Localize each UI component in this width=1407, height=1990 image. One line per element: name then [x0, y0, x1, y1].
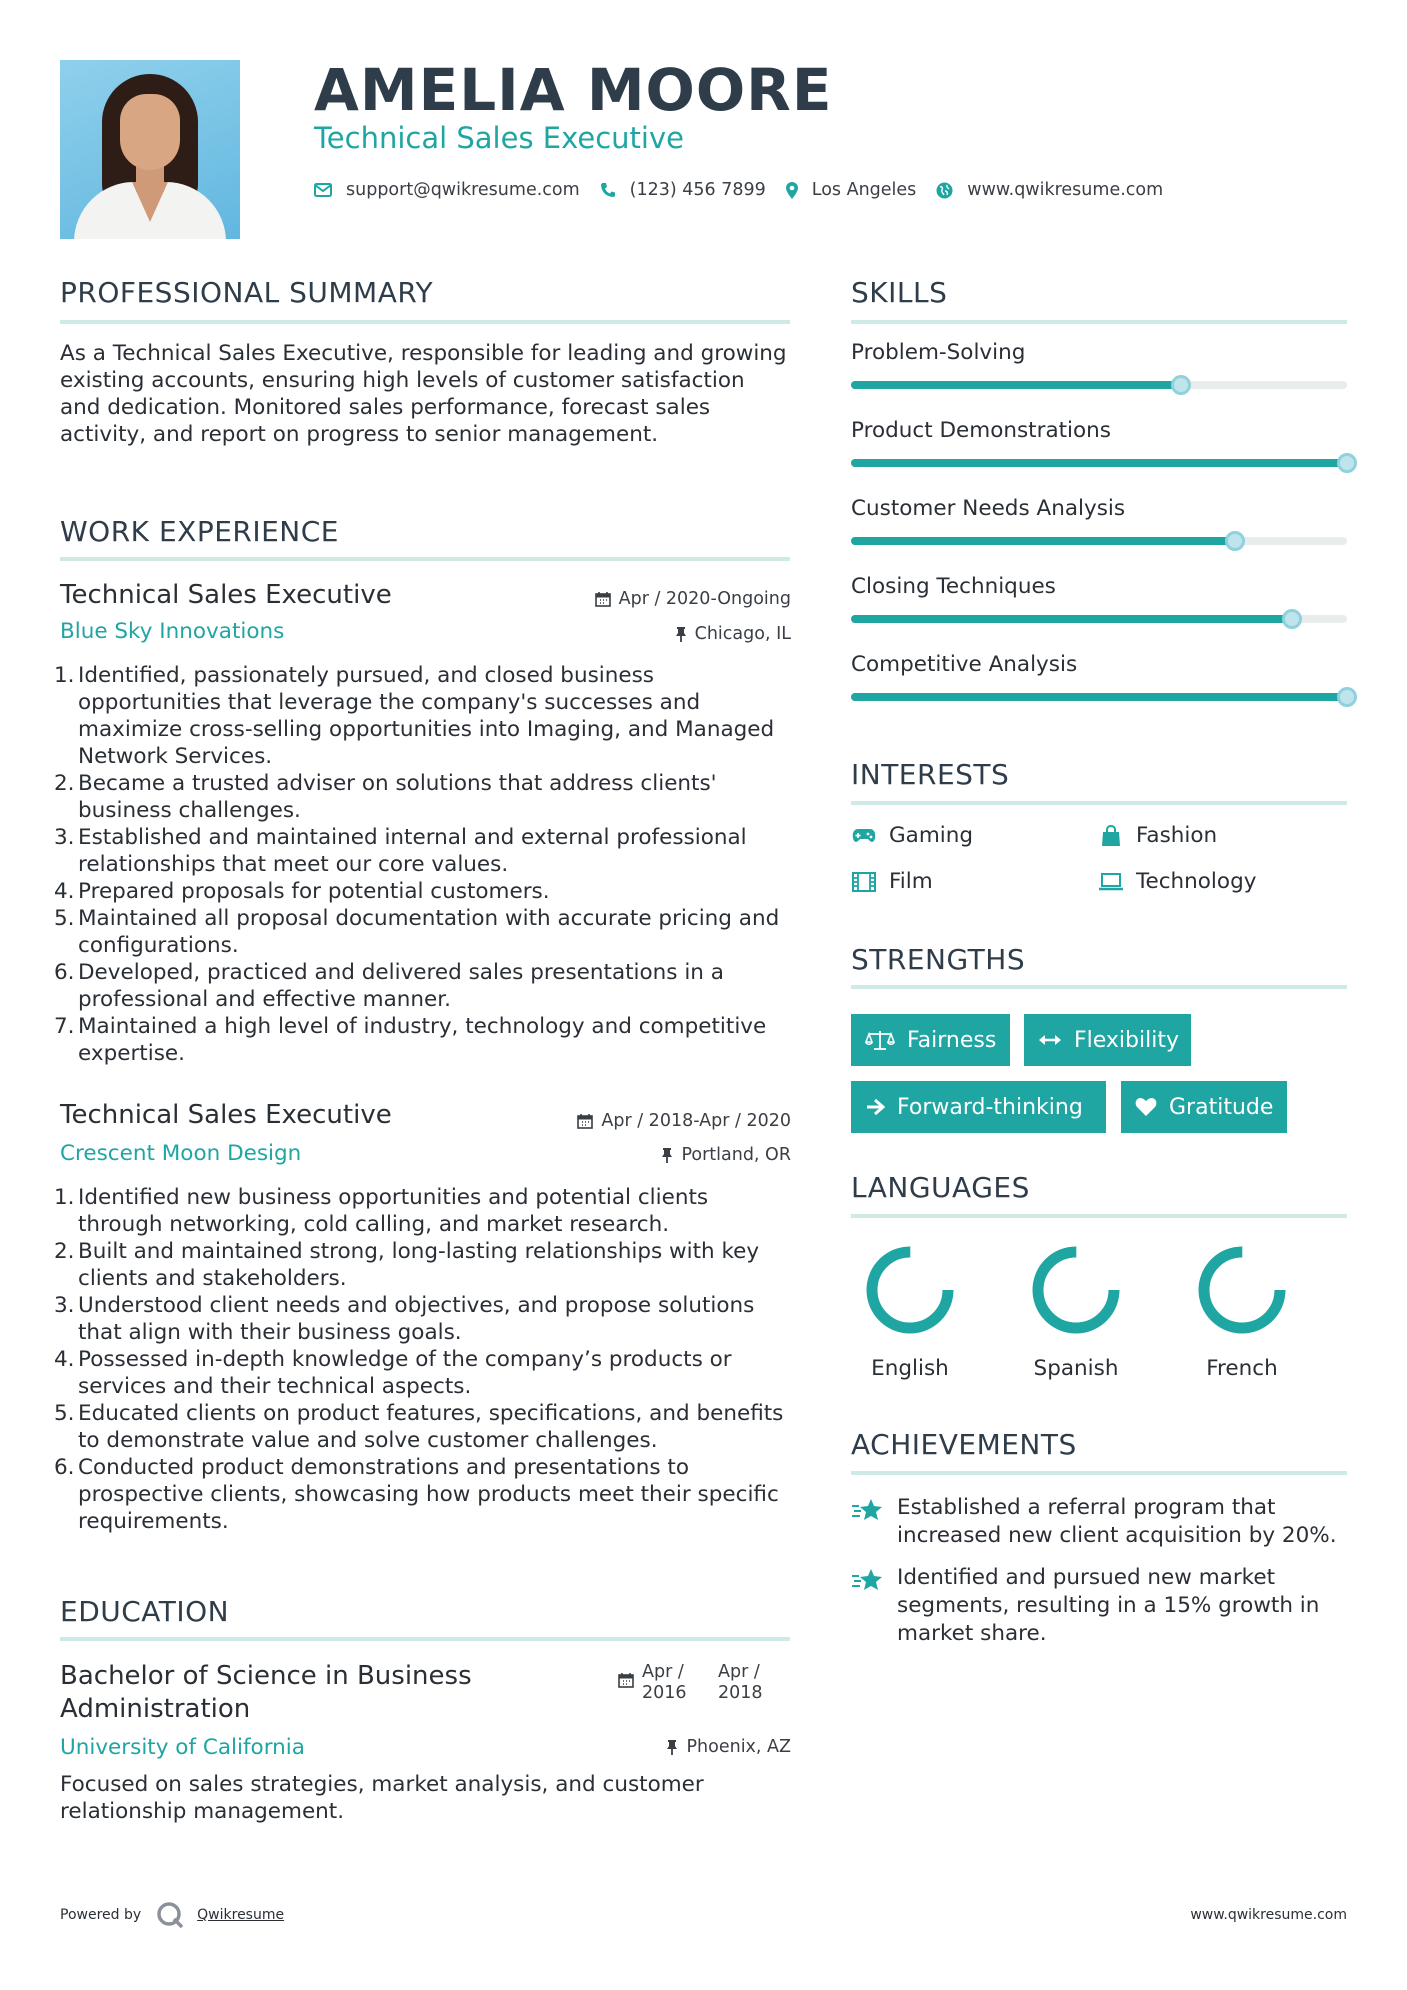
- job-1-location-text: Chicago, IL: [694, 624, 791, 644]
- language-item: [840, 1240, 980, 1381]
- list-item: 4. Possessed in-depth knowledge of the company’s products or services and their technical aspects.: [54, 1347, 732, 1399]
- list-item: 1. Identified, passionately pursued, and closed business opportunities that leverage the company's successes and maximize cross-selling opportunities into Imaging, and Managed Network Services.: [54, 663, 775, 769]
- phone-icon: [600, 182, 616, 198]
- skill-label: Closing Techniques: [851, 574, 1056, 599]
- contact-location: [786, 180, 917, 200]
- website-text: www.qwikresume.com: [967, 180, 1164, 200]
- education-dates: [618, 1662, 780, 1704]
- skill-track: [851, 381, 1347, 389]
- arrows-horizontal-icon: [1038, 1033, 1062, 1047]
- education-school: University of California: [60, 1735, 305, 1760]
- languages-rule: [851, 1214, 1347, 1218]
- summary-rule: [60, 320, 790, 324]
- calendar-icon: [618, 1672, 634, 1688]
- skill-label: Product Demonstrations: [851, 418, 1112, 443]
- job-2-dates-text: Apr / 2018-Apr / 2020: [601, 1111, 791, 1131]
- skill-fill: [851, 615, 1292, 623]
- pushpin-icon: [666, 1739, 678, 1756]
- balance-scale-icon: [865, 1029, 895, 1051]
- envelope-icon: [314, 183, 332, 197]
- skills-rule: [851, 320, 1347, 324]
- skill-knob: [1225, 531, 1245, 551]
- qwikresume-logo-icon: [155, 1900, 185, 1930]
- pushpin-icon: [675, 626, 687, 643]
- skill-row: [851, 340, 1347, 389]
- skill-track: [851, 537, 1347, 545]
- achievements-heading: ACHIEVEMENTS: [851, 1428, 1077, 1461]
- location-text: Los Angeles: [811, 180, 917, 200]
- strengths-rule: [851, 985, 1347, 989]
- strength-label: Fairness: [907, 1027, 997, 1053]
- education-rule: [60, 1637, 790, 1641]
- language-ring: [1172, 1240, 1312, 1340]
- skill-track: [851, 459, 1347, 467]
- achievement-text: Established a referral program that increased new client acquisition by 20%.: [897, 1495, 1337, 1548]
- job-1-title: Technical Sales Executive: [60, 580, 392, 610]
- job-1-company: Blue Sky Innovations: [60, 619, 285, 644]
- profile-photo: [60, 60, 240, 239]
- skill-row: [851, 418, 1347, 467]
- footer-powered-by: [60, 1900, 284, 1930]
- job-1-bullets: [54, 662, 790, 1067]
- list-item: 1. Identified new business opportunities and potential clients through networking, cold calling, and market research.: [54, 1185, 709, 1237]
- interest-gaming: [851, 823, 973, 848]
- interest-film: [851, 869, 933, 894]
- summary-heading: PROFESSIONAL SUMMARY: [60, 276, 434, 309]
- experience-rule: [60, 557, 790, 561]
- achievement-2: [851, 1564, 1351, 1648]
- star-icon: [851, 1494, 883, 1550]
- list-item: 2. Became a trusted adviser on solutions that address clients' business challenges.: [54, 771, 717, 823]
- list-item: 5. Educated clients on product features, specifications, and benefits to demonstrate value and solve customer challenges.: [54, 1401, 784, 1453]
- list-item: 6. Conducted product demonstrations and presentations to prospective clients, showcasing how products meet their specific requirements.: [54, 1455, 779, 1534]
- skills-heading: SKILLS: [851, 276, 948, 309]
- skill-knob: [1337, 453, 1357, 473]
- education-heading: EDUCATION: [60, 1595, 230, 1628]
- language-ring: [840, 1240, 980, 1340]
- skill-fill: [851, 693, 1347, 701]
- education-start: Apr / 2016: [642, 1662, 687, 1703]
- list-item: 6. Developed, practiced and delivered sales presentations in a professional and effective manner.: [54, 960, 724, 1012]
- map-pin-icon: [786, 182, 798, 199]
- contact-phone[interactable]: [600, 180, 766, 200]
- education-location: [666, 1737, 791, 1757]
- language-label: French: [1206, 1356, 1278, 1381]
- skill-row: [851, 652, 1347, 701]
- job-2-location: [661, 1145, 791, 1165]
- job-2-company: Crescent Moon Design: [60, 1141, 302, 1166]
- contact-email[interactable]: [314, 180, 580, 200]
- job-2-bullets: [54, 1184, 790, 1535]
- list-item: 7. Maintained a high level of industry, technology and competitive expertise.: [54, 1014, 767, 1066]
- list-item: 5. Maintained all proposal documentation with accurate pricing and configurations.: [54, 906, 780, 958]
- candidate-name: AMELIA MOORE: [314, 56, 833, 124]
- candidate-title: Technical Sales Executive: [314, 121, 684, 155]
- film-icon: [851, 872, 877, 892]
- skill-row: [851, 574, 1347, 623]
- strength-label: Forward-thinking: [897, 1094, 1083, 1120]
- phone-text: (123) 456 7899: [629, 180, 766, 200]
- footer-brand-link[interactable]: Qwikresume: [197, 1907, 285, 1923]
- education-degree: Bachelor of Science in Business Administration: [60, 1661, 472, 1724]
- footer-url[interactable]: www.qwikresume.com: [1190, 1907, 1347, 1923]
- job-1-dates-text: Apr / 2020-Ongoing: [618, 589, 791, 609]
- skill-label: Problem-Solving: [851, 340, 1026, 365]
- skill-fill: [851, 537, 1235, 545]
- job-2-title: Technical Sales Executive: [60, 1100, 392, 1130]
- list-item: 3. Understood client needs and objectives, and propose solutions that align with their business goals.: [54, 1293, 755, 1345]
- strength-chip-gratitude: [1121, 1081, 1287, 1133]
- interest-label: Gaming: [889, 823, 974, 848]
- skill-fill: [851, 381, 1181, 389]
- strength-label: Flexibility: [1074, 1027, 1179, 1053]
- shopping-bag-icon: [1098, 825, 1124, 847]
- job-1-dates: [595, 589, 791, 609]
- job-2-dates: [577, 1111, 791, 1131]
- skill-track: [851, 693, 1347, 701]
- contact-bar: [314, 180, 1183, 200]
- achievement-text: Identified and pursued new market segments, resulting in a 15% growth in market share.: [897, 1565, 1320, 1646]
- list-item: 3. Established and maintained internal and external professional relationships that meet our core values.: [54, 825, 747, 877]
- interest-fashion: [1098, 823, 1217, 848]
- pushpin-icon: [661, 1147, 673, 1164]
- skill-knob: [1171, 375, 1191, 395]
- strength-chip-flexibility: [1024, 1014, 1191, 1066]
- heart-icon: [1135, 1097, 1157, 1117]
- strengths-heading: STRENGTHS: [851, 943, 1026, 976]
- skill-row: [851, 496, 1347, 545]
- interest-label: Film: [889, 869, 933, 894]
- calendar-icon: [595, 591, 611, 607]
- strength-chip-fairness: [851, 1014, 1010, 1066]
- skill-label: Competitive Analysis: [851, 652, 1078, 677]
- language-label: Spanish: [1033, 1356, 1119, 1381]
- interests-rule: [851, 801, 1347, 805]
- languages-heading: LANGUAGES: [851, 1171, 1030, 1204]
- list-item: 4. Prepared proposals for potential customers.: [54, 879, 550, 904]
- interests-heading: INTERESTS: [851, 758, 1010, 791]
- skill-fill: [851, 459, 1347, 467]
- language-item: [1006, 1240, 1146, 1381]
- education-description: Focused on sales strategies, market analysis, and customer relationship management.: [60, 1772, 704, 1824]
- summary-text: As a Technical Sales Executive, responsible for leading and growing existing accounts, ensuring high levels of customer satisfaction and dedication. Monitored sales performance, forecast sales activity, and report on progress to senior management.: [60, 341, 787, 447]
- skill-label: Customer Needs Analysis: [851, 496, 1126, 521]
- calendar-icon: [577, 1113, 593, 1129]
- strength-label: Gratitude: [1169, 1094, 1274, 1120]
- experience-heading: WORK EXPERIENCE: [60, 515, 339, 548]
- achievements-rule: [851, 1471, 1347, 1475]
- interest-technology: [1098, 869, 1256, 894]
- interest-label: Technology: [1136, 869, 1257, 894]
- language-label: English: [871, 1356, 949, 1381]
- laptop-icon: [1098, 873, 1124, 891]
- interest-label: Fashion: [1136, 823, 1218, 848]
- star-icon: [851, 1564, 883, 1648]
- gamepad-icon: [851, 828, 877, 844]
- skill-track: [851, 615, 1347, 623]
- powered-by-label: Powered by: [60, 1907, 142, 1923]
- education-end: Apr / 2018: [718, 1662, 763, 1703]
- job-1-location: [675, 624, 791, 644]
- achievement-1: [851, 1494, 1351, 1550]
- education-location-text: Phoenix, AZ: [686, 1737, 791, 1757]
- list-item: 2. Built and maintained strong, long-lasting relationships with key clients and stakeholders.: [54, 1239, 760, 1291]
- job-2-location-text: Portland, OR: [681, 1145, 791, 1165]
- language-ring: [1006, 1240, 1146, 1340]
- skill-knob: [1337, 687, 1357, 707]
- contact-website[interactable]: [936, 180, 1163, 200]
- skill-knob: [1282, 609, 1302, 629]
- language-item: [1172, 1240, 1312, 1381]
- email-text: support@qwikresume.com: [346, 180, 580, 200]
- arrow-right-icon: [865, 1098, 885, 1116]
- strength-chip-forward-thinking: [851, 1081, 1106, 1133]
- globe-icon: [936, 182, 953, 199]
